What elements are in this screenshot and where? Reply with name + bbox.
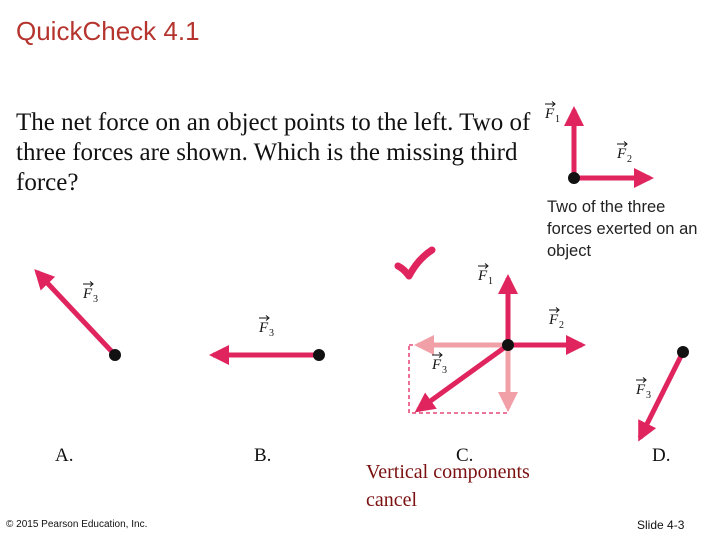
svg-text:1: 1 — [488, 276, 493, 287]
f1-label — [477, 264, 493, 288]
svg-text:F: F — [636, 382, 646, 398]
copyright: © 2015 Pearson Education, Inc. — [6, 519, 148, 530]
given-forces-diagram — [544, 102, 650, 185]
f2-label — [616, 142, 632, 166]
svg-text:F: F — [617, 146, 627, 162]
svg-text:3: 3 — [93, 294, 98, 305]
svg-text:F: F — [545, 106, 555, 122]
option-c-label[interactable]: C. — [456, 445, 474, 466]
svg-text:F: F — [478, 268, 488, 284]
f3-label — [431, 353, 447, 377]
svg-text:F: F — [432, 357, 442, 373]
option-a-diagram — [37, 272, 121, 361]
option-b-diagram — [213, 316, 325, 362]
svg-text:F: F — [83, 286, 93, 302]
option-b-label[interactable]: B. — [254, 445, 272, 466]
f1-label — [544, 102, 560, 126]
option-d-diagram — [635, 346, 689, 438]
option-c-diagram — [398, 250, 582, 413]
f3-label — [258, 316, 274, 340]
check-icon — [398, 250, 432, 276]
f3-arrow — [418, 345, 508, 410]
svg-text:1: 1 — [555, 114, 560, 125]
svg-text:3: 3 — [442, 365, 447, 376]
option-d-label[interactable]: D. — [652, 445, 671, 466]
object-dot — [568, 172, 580, 184]
note-text: Vertical components cancel — [366, 461, 530, 511]
svg-text:3: 3 — [646, 390, 651, 401]
question-text: The net force on an object points to the left. Two of three forces are shown. Which is the missing third force? — [16, 109, 531, 196]
svg-text:3: 3 — [269, 328, 274, 339]
svg-text:F: F — [259, 320, 269, 336]
figure-caption: Two of the three forces exerted on an object — [547, 198, 698, 260]
explanation-note — [366, 458, 541, 514]
f3-label — [82, 282, 98, 306]
f2-label — [548, 308, 564, 332]
slide-title: QuickCheck 4.1 — [16, 16, 200, 46]
f3-label — [635, 378, 651, 402]
svg-text:F: F — [549, 312, 559, 328]
option-a-label[interactable]: A. — [55, 445, 74, 466]
slide-number: Slide 4-3 — [637, 518, 685, 532]
svg-text:2: 2 — [559, 320, 564, 331]
svg-text:2: 2 — [627, 154, 632, 165]
